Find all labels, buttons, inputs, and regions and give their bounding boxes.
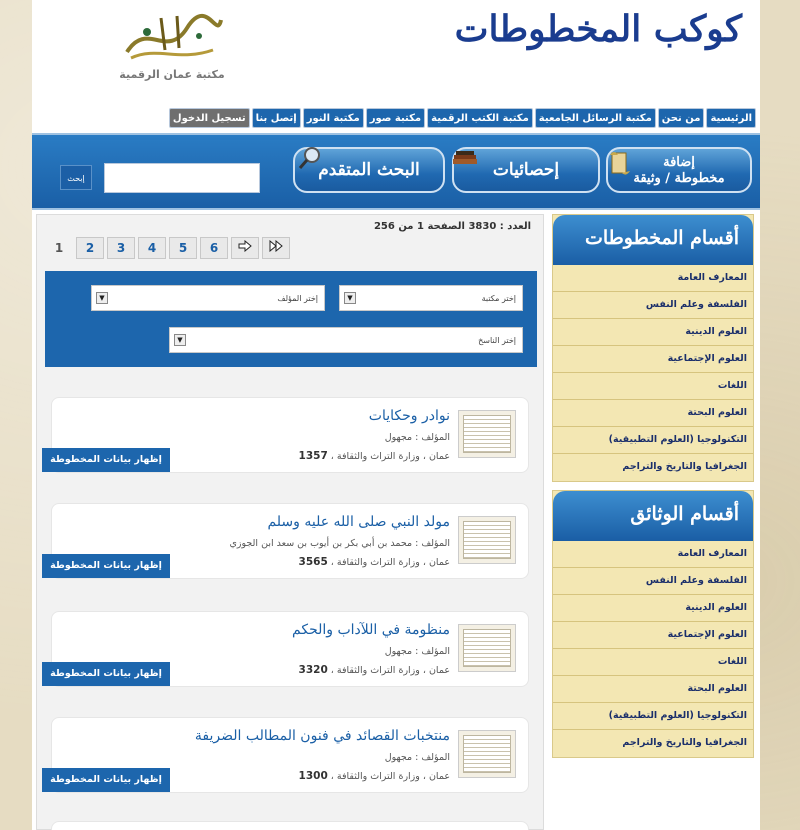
category-item[interactable]: العلوم البحتة [553, 400, 753, 427]
nav-tab-images-library[interactable]: مكتبة صور [366, 108, 425, 128]
publisher-text: عمان ، وزارة التراث والثقافة ، [330, 451, 450, 462]
show-manuscript-button[interactable]: إظهار بيانات المخطوطة [42, 448, 170, 472]
arrow-right-icon [238, 240, 252, 252]
page-total: 256 [373, 221, 395, 232]
manuscript-thumbnail[interactable] [458, 410, 516, 458]
category-item[interactable]: اللغات [553, 649, 753, 676]
advanced-search-button[interactable] [293, 147, 445, 193]
add-label-line1: إضافة [663, 155, 695, 170]
page-image [463, 415, 511, 453]
page-image [463, 735, 511, 773]
page-image [463, 521, 511, 559]
manuscript-card [51, 821, 529, 830]
category-item[interactable]: الجغرافيا والتاريخ والتراجم [622, 737, 747, 748]
manuscript-title[interactable]: منتخبات القصائد في فنون المطالب الضريفة [194, 728, 450, 744]
calligraphy-logo-icon [117, 10, 227, 66]
logo-caption: مكتبة عمان الرقمية [119, 68, 225, 81]
category-item[interactable]: اللغات [553, 373, 753, 400]
publisher-text: عمان ، وزارة التراث والثقافة ، [330, 665, 450, 676]
nav-tab-alnoor-library[interactable]: مكتبة النور [303, 108, 364, 128]
count-value: 3830 [468, 221, 497, 232]
library-select-value: إختر مكتبة [481, 294, 516, 303]
copier-select-value: إختر الناسخ [478, 336, 516, 345]
author-select[interactable] [91, 285, 325, 311]
show-manuscript-button[interactable]: إظهار بيانات المخطوطة [42, 768, 170, 792]
category-item[interactable]: التكنولوجيا (العلوم التطبيقية) [553, 703, 753, 730]
page-link-5[interactable]: 5 [169, 237, 197, 259]
count-label: العدد : [499, 221, 531, 232]
manuscript-card [51, 611, 529, 687]
page-link-6[interactable]: 6 [200, 237, 228, 259]
document-categories-heading: أقسام الوثائق [553, 491, 753, 541]
statistics-label: إحصائيات [492, 160, 560, 180]
nav-tab-home[interactable]: الرئيسية [706, 108, 756, 128]
category-item[interactable]: المعارف العامة [553, 265, 753, 292]
of-label: من [398, 221, 414, 232]
top-navigation [169, 108, 756, 128]
manuscript-title[interactable]: نوادر وحكايات [368, 408, 450, 424]
copier-select[interactable] [169, 327, 523, 353]
page [32, 0, 760, 830]
chevron-down-icon: ▼ [96, 292, 108, 304]
manuscript-number: 1300 [298, 770, 328, 782]
site-title[interactable]: كوكب المخطوطات [454, 8, 742, 50]
last-page-button[interactable] [262, 237, 290, 259]
scroll-icon [608, 149, 632, 177]
nav-tab-about[interactable]: من نحن [658, 108, 705, 128]
manuscript-publisher [299, 664, 450, 676]
manuscript-title[interactable]: مولد النبي صلى الله عليه وسلم [267, 514, 450, 530]
add-label-line2: مخطوطة / وثيقة [633, 171, 725, 186]
category-item[interactable]: المعارف العامة [553, 541, 753, 568]
manuscript-author: المؤلف : مجهول [384, 752, 450, 763]
nav-tab-theses-library[interactable]: مكتبة الرسائل الجامعية [535, 108, 656, 128]
chevron-down-icon: ▼ [174, 334, 186, 346]
results-panel [36, 214, 544, 830]
show-manuscript-button[interactable]: إظهار بيانات المخطوطة [42, 554, 170, 578]
category-item[interactable]: العلوم البحتة [553, 676, 753, 703]
page-link-4[interactable]: 4 [138, 237, 166, 259]
category-item[interactable]: الفلسفة وعلم النفس [553, 292, 753, 319]
page-image [463, 629, 511, 667]
manuscript-title[interactable]: منظومة في اللآداب والحكم [292, 622, 450, 638]
manuscript-number: 3320 [298, 664, 328, 676]
nav-tab-contact[interactable]: إتصل بنا [252, 108, 301, 128]
pagination [45, 237, 290, 259]
manuscript-publisher [299, 770, 450, 782]
search-button[interactable]: إبحث [60, 165, 92, 190]
page-link-3[interactable]: 3 [107, 237, 135, 259]
category-item[interactable]: العلوم الدينية [553, 319, 753, 346]
nav-tab-digital-books[interactable]: مكتبة الكتب الرقمية [427, 108, 533, 128]
advanced-search-label: البحث المتقدم [318, 160, 420, 180]
manuscript-thumbnail[interactable] [458, 730, 516, 778]
manuscript-author: المؤلف : محمد بن أبي بكر بن أيوب بن سعد ابن الجوزي [229, 538, 450, 549]
next-page-button[interactable] [231, 237, 259, 259]
search-input[interactable] [104, 163, 260, 193]
library-select[interactable] [339, 285, 523, 311]
manuscript-publisher [299, 450, 450, 462]
fast-forward-icon [269, 240, 283, 252]
manuscript-author: المؤلف : مجهول [384, 432, 450, 443]
add-manuscript-button[interactable] [606, 147, 752, 193]
page-label: الصفحة [427, 221, 465, 232]
category-item[interactable]: العلوم الإجتماعية [553, 346, 753, 373]
filter-panel [45, 271, 537, 367]
manuscript-card [51, 717, 529, 793]
publisher-text: عمان ، وزارة التراث والثقافة ، [330, 771, 450, 782]
publisher-text: عمان ، وزارة التراث والثقافة ، [330, 557, 450, 568]
manuscript-number: 1357 [298, 450, 328, 462]
manuscript-card [51, 397, 529, 473]
manuscript-categories-heading: أقسام المخطوطات [553, 215, 753, 265]
category-item[interactable]: الفلسفة وعلم النفس [553, 568, 753, 595]
chevron-down-icon: ▼ [344, 292, 356, 304]
category-item[interactable]: العلوم الدينية [553, 595, 753, 622]
category-item[interactable]: الجغرافيا والتاريخ والتراجم [622, 461, 747, 472]
author-select-value: إختر المؤلف [277, 294, 318, 303]
action-band [32, 133, 760, 210]
magnifier-icon [297, 145, 323, 171]
manuscript-author: المؤلف : مجهول [384, 646, 450, 657]
manuscript-thumbnail[interactable] [458, 516, 516, 564]
page-link-2[interactable]: 2 [76, 237, 104, 259]
books-icon [452, 147, 478, 167]
document-categories [552, 490, 754, 758]
page-current: 1 [417, 221, 424, 232]
nav-tab-login[interactable]: تسجيل الدخول [169, 108, 250, 128]
page-link-1: 1 [54, 241, 64, 255]
results-count [374, 221, 531, 232]
manuscript-publisher [299, 556, 450, 568]
category-item[interactable]: التكنولوجيا (العلوم التطبيقية) [553, 427, 753, 454]
manuscript-thumbnail[interactable] [458, 624, 516, 672]
manuscript-categories [552, 214, 754, 482]
statistics-button[interactable] [452, 147, 600, 193]
category-item[interactable]: العلوم الإجتماعية [553, 622, 753, 649]
manuscript-card [51, 503, 529, 579]
manuscript-number: 3565 [298, 556, 328, 568]
show-manuscript-button[interactable]: إظهار بيانات المخطوطة [42, 662, 170, 686]
site-logo[interactable] [112, 10, 232, 90]
